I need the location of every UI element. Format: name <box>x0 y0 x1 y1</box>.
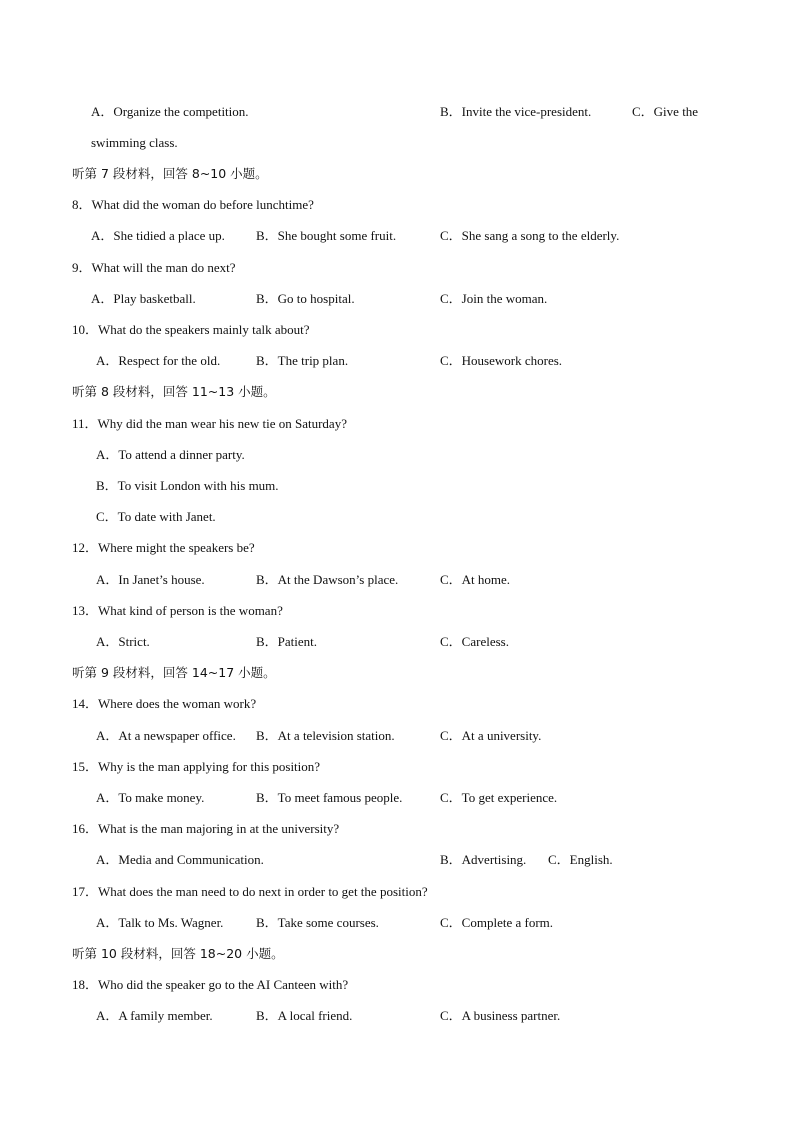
question-9: 9．What will the man do next? <box>72 260 236 275</box>
question-17: 17．What does the man need to do next in order to get the position? <box>72 884 428 899</box>
section-heading: 听第 7 段材料，回答 8~10 小题。 <box>72 166 268 181</box>
question-16: 16．What is the man majoring in at the university? <box>72 821 340 836</box>
q16-option-a: A．Media and Communication. <box>96 852 264 867</box>
q13-option-a: A．Strict. <box>96 634 150 649</box>
q12-option-a: A．In Janet’s house. <box>96 572 205 587</box>
q12-option-c: C．At home. <box>440 572 511 587</box>
q14-option-a: A．At a newspaper office. <box>96 728 236 743</box>
q10-option-a: A．Respect for the old. <box>96 353 221 368</box>
q14-option-b: B．At a television station. <box>256 728 395 743</box>
q12-option-b: B．At the Dawson’s place. <box>256 572 399 587</box>
q17-option-a: A．Talk to Ms. Wagner. <box>96 915 224 930</box>
q13-option-b: B．Patient. <box>256 634 318 649</box>
question-12: 12．Where might the speakers be? <box>72 540 255 555</box>
q11-option-b: B．To visit London with his mum. <box>96 478 279 493</box>
q15-option-c: C．To get experience. <box>440 790 558 805</box>
q11-option-c: C．To date with Janet. <box>96 509 216 524</box>
q15-option-a: A．To make money. <box>96 790 205 805</box>
question-15: 15．Why is the man applying for this position? <box>72 759 321 774</box>
q13-option-c: C．Careless. <box>440 634 509 649</box>
q15-option-b: B．To meet famous people. <box>256 790 403 805</box>
q7-option-c: C．Give the <box>632 104 699 119</box>
question-13: 13．What kind of person is the woman? <box>72 603 283 618</box>
question-10: 10．What do the speakers mainly talk about? <box>72 322 310 337</box>
q9-option-a: A．Play basketball. <box>91 291 196 306</box>
q16-option-b: B．Advertising. <box>440 852 527 867</box>
q10-option-b: B．The trip plan. <box>256 353 349 368</box>
q17-option-b: B．Take some courses. <box>256 915 379 930</box>
section-heading: 听第 8 段材料，回答 11~13 小题。 <box>72 384 276 399</box>
q18-option-c: C．A business partner. <box>440 1008 561 1023</box>
section-heading: 听第 9 段材料，回答 14~17 小题。 <box>72 665 276 680</box>
q8-option-c: C．She sang a song to the elderly. <box>440 228 620 243</box>
q14-option-c: C．At a university. <box>440 728 542 743</box>
q7-option-b: B．Invite the vice-president. <box>440 104 592 119</box>
q18-option-a: A．A family member. <box>96 1008 213 1023</box>
q17-option-c: C．Complete a form. <box>440 915 554 930</box>
q10-option-c: C．Housework chores. <box>440 353 563 368</box>
q7-option-a: A．Organize the competition. <box>91 104 249 119</box>
q18-option-b: B．A local friend. <box>256 1008 353 1023</box>
q9-option-c: C．Join the woman. <box>440 291 548 306</box>
question-18: 18．Who did the speaker go to the AI Canteen with? <box>72 977 349 992</box>
section-heading: 听第 10 段材料，回答 18~20 小题。 <box>72 946 284 961</box>
q7-option-c-continued: swimming class. <box>91 135 178 150</box>
question-14: 14．Where does the woman work? <box>72 696 257 711</box>
question-8: 8．What did the woman do before lunchtime? <box>72 197 314 212</box>
q8-option-a: A．She tidied a place up. <box>91 228 225 243</box>
question-11: 11．Why did the man wear his new tie on Saturday? <box>72 416 347 431</box>
q8-option-b: B．She bought some fruit. <box>256 228 397 243</box>
q11-option-a: A．To attend a dinner party. <box>96 447 245 462</box>
q9-option-b: B．Go to hospital. <box>256 291 355 306</box>
q16-option-c: C．English. <box>548 852 613 867</box>
